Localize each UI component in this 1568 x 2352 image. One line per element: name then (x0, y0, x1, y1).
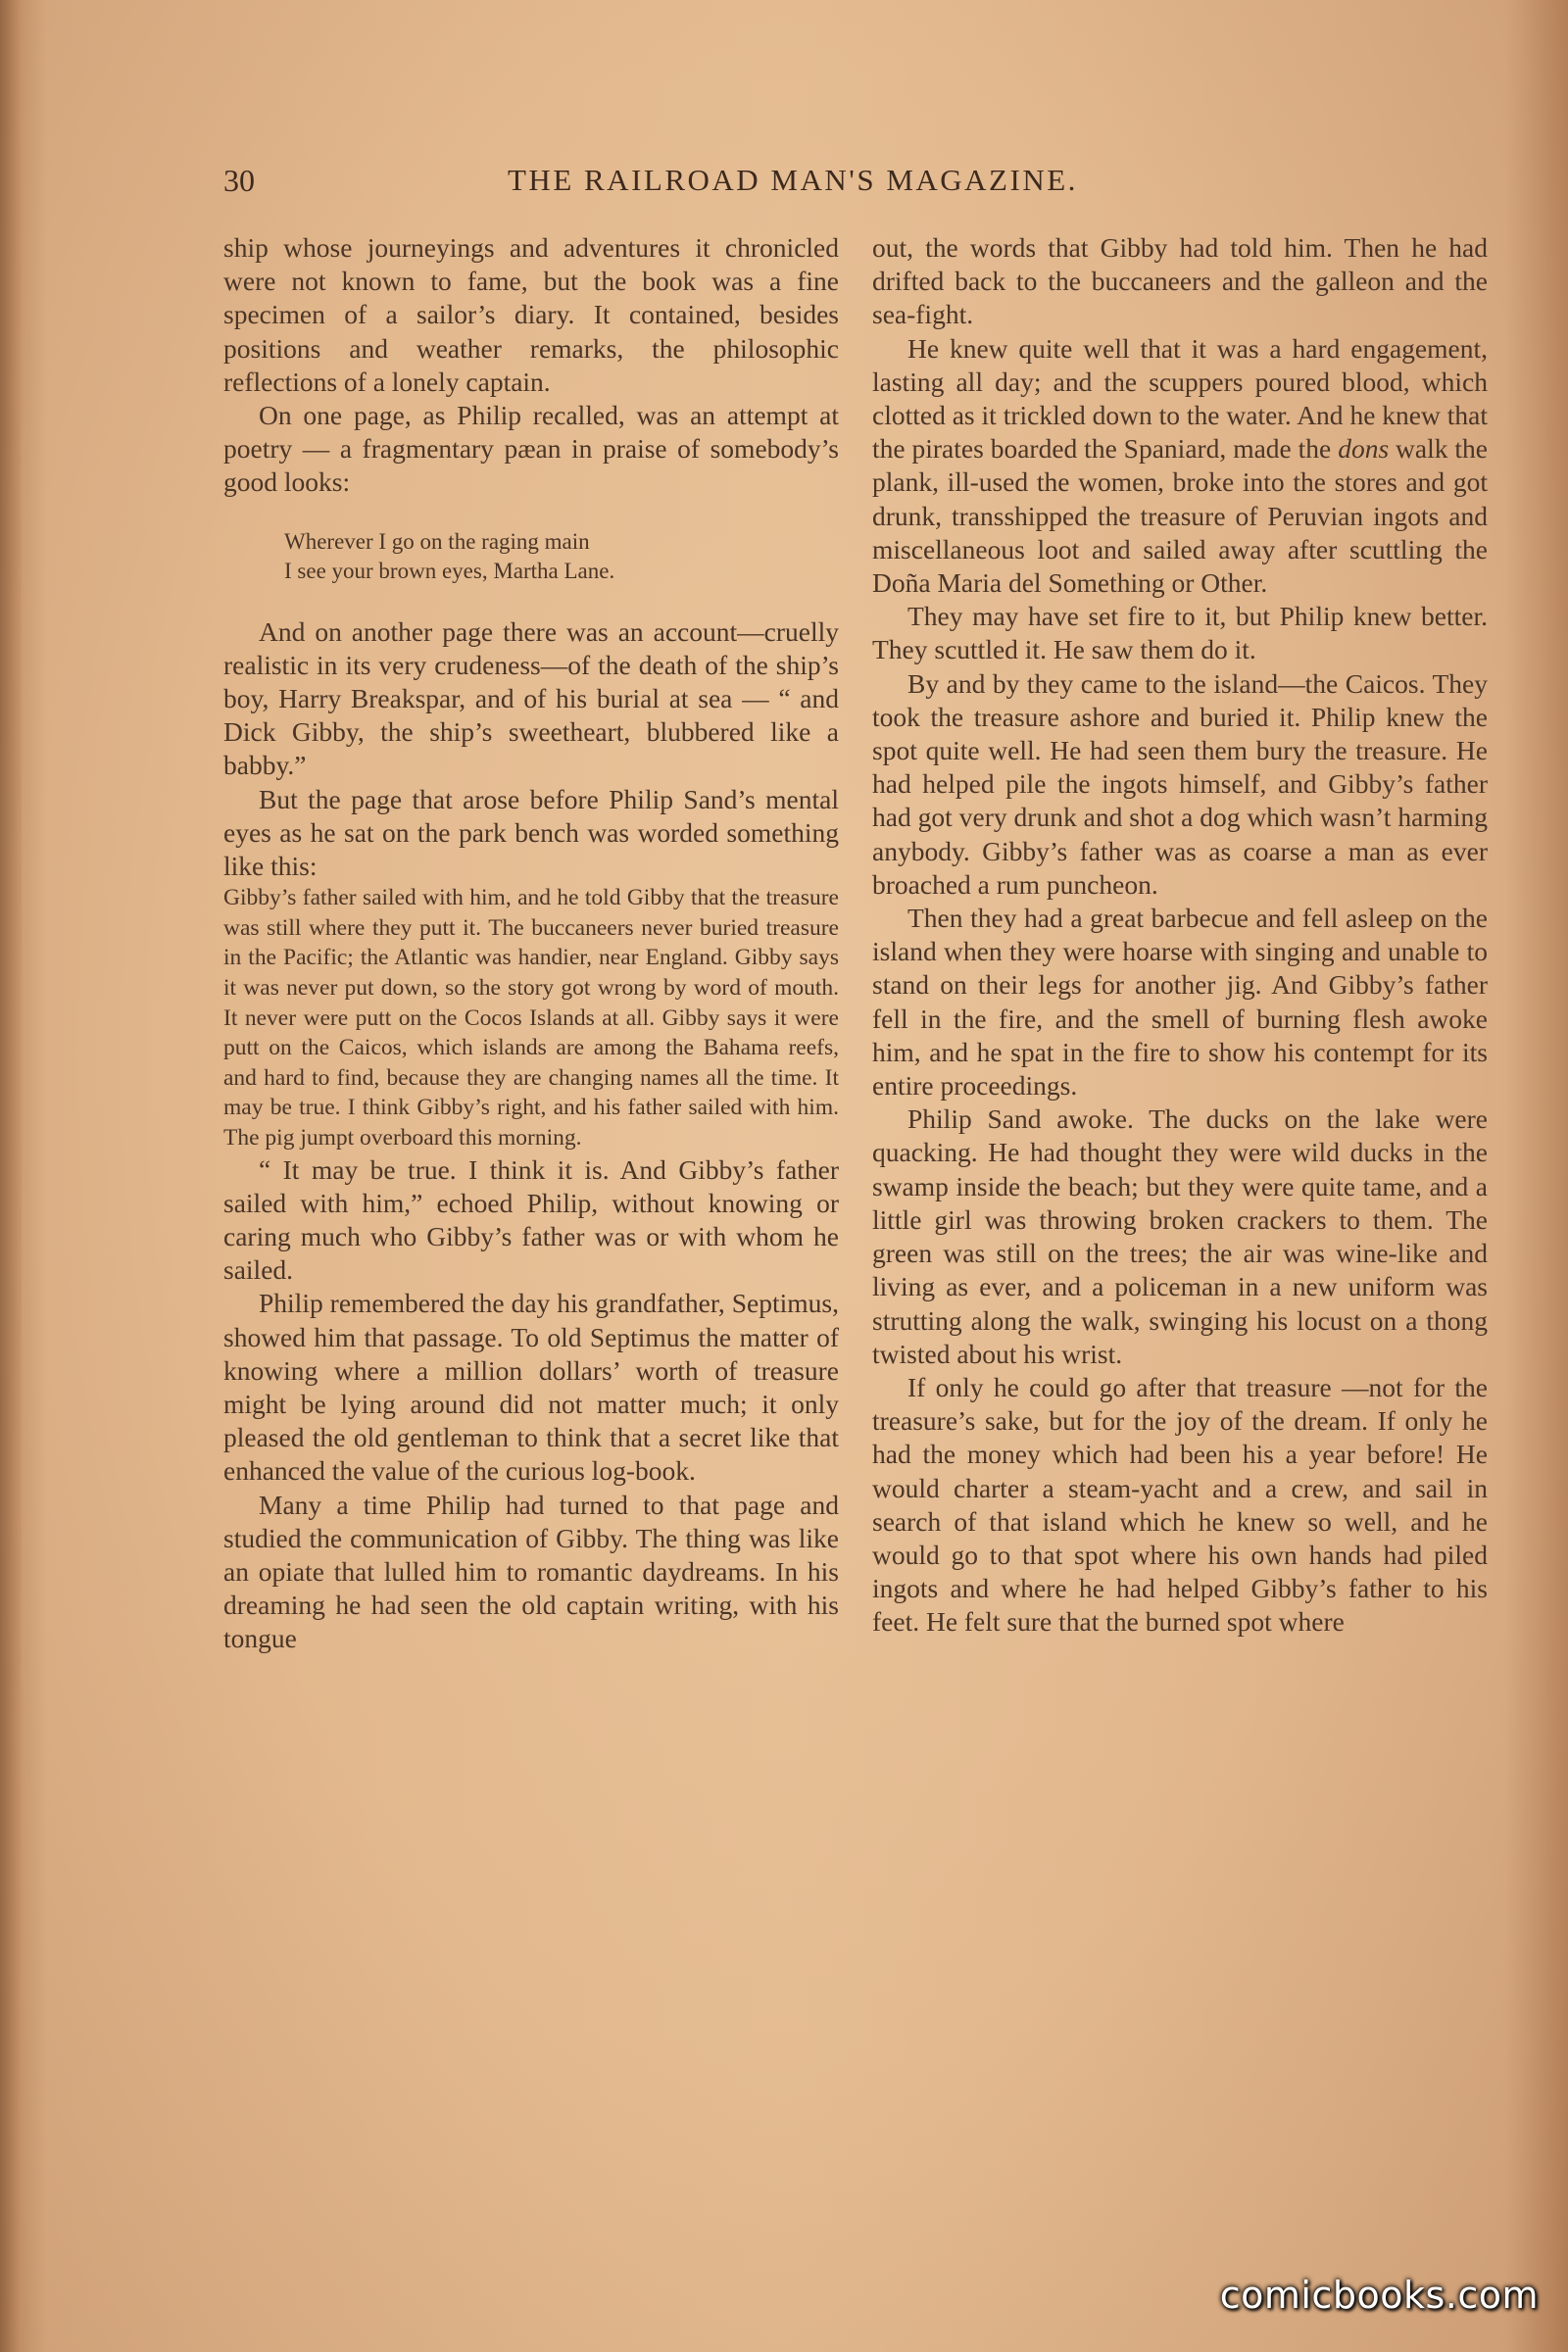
right-column (872, 231, 1488, 1640)
paragraph: By and by they came to the island—the Caicos. They took the treasure ashore and buried it. Philip knew the spot quite well. He had seen them bury the treasure. He had helped pile the ingots himself, and Gibby’s father had got very drunk and shot a dog which wasn’t harming anybody. Gibby’s father was as coarse a man as ever broached a rum puncheon. (872, 667, 1488, 900)
text-run: walk the plank, ill-used the women, broke into the stores and got drunk, transshipped the treasure of Peruvian ingots and miscellaneous loot and sailed away after scuttling the Doña Maria del Something or Other. (872, 433, 1489, 599)
watermark: comicbooks.com (1219, 2274, 1539, 2317)
running-head (223, 163, 1213, 206)
paragraph: On one page, as Philip recalled, was an attempt at poetry — a fragmentary pæan in praise of somebody’s good looks: (223, 400, 839, 498)
paragraph: They may have set fire to it, but Philip knew better. They scuttled it. He saw them do it. (872, 601, 1488, 665)
paragraph (872, 332, 1488, 601)
paragraph: If only he could go after that treasure —not for the treasure’s sake, but for the joy of the dream. If only he had the money which had been his a year before! He would charter a steam-yacht and a crew, and sail in search of that island which he knew so well, and he would go to that spot where his own hands had piled ingots and where he had helped Gibby’s father to his feet. He felt sure that the burned spot where (872, 1371, 1488, 1638)
italic-word: dons (1338, 433, 1390, 465)
paragraph: Philip remembered the day his grandfather, Septimus, showed him that passage. To old Septimus the matter of knowing where a million dollars’ worth of treasure might be lying around did not matter much; it only pleased the old gentleman to think that a secret like that enhanced the value of the curious log-book. (223, 1288, 839, 1487)
left-column (223, 231, 839, 1656)
paragraph: And on another page there was an account—cruelly realistic in its very crudeness—of the death of the ship’s boy, Harry Breakspar, and of his burial at sea — “ and Dick Gibby, the ship’s sweetheart, blubbered like a babby.” (223, 615, 839, 781)
page-number: 30 (223, 163, 255, 198)
paragraph: ship whose journeyings and adventures it chronicled were not known to fame, but the book was a fine specimen of a sailor’s diary. It contained, besides positions and weather remarks, the philosophic reflections of a lonely captain. (223, 232, 839, 397)
paragraph: But the page that arose before Philip Sand’s mental eyes as he sat on the park bench was worded something like this: (223, 783, 839, 882)
verse-line: I see your brown eyes, Martha Lane. (284, 558, 615, 583)
magazine-title: THE RAILROAD MAN'S MAGAZINE. (508, 163, 1078, 197)
paragraph: “ It may be true. I think it is. And Gibby’s father sailed with him,” echoed Philip, without knowing or caring much who Gibby’s father was or with whom he sailed. (223, 1153, 839, 1286)
paragraph: out, the words that Gibby had told him. Then he had drifted back to the buccaneers and the galleon and the sea-fight. (872, 232, 1488, 330)
paragraph: Many a time Philip had turned to that page and studied the communication of Gibby. The thing was like an opiate that lulled him to romantic daydreams. In his dreaming he had seen the old captain writing, with his tongue (223, 1489, 839, 1654)
paragraph: Then they had a great barbecue and fell asleep on the island when they were hoarse with singing and unable to stand on their legs for another jig. And Gibby’s father fell in the fire, and the smell of burning flesh awoke him, and he spat in the fire to show his contempt for its entire proceedings. (872, 903, 1488, 1102)
text-run: He knew quite well that it was a hard engagement, lasting all day; and the scuppers poured blood, which clotted as it trickled down to the water. And he knew that the pirates boarded the Spaniard, made the (872, 332, 1488, 465)
verse-line: Wherever I go on the raging main (284, 528, 590, 554)
poem-verse (284, 527, 839, 586)
paragraph: Philip Sand awoke. The ducks on the lake were quacking. He had thought they were wild ducks in the swamp inside the beach; but they were quite tame, and a little girl was throwing broken crackers to them. The green was still on the trees; the air was wine-like and living as ever, and a policeman in a new uniform was strutting along the walk, swinging his locust on a thong twisted about his wrist. (872, 1103, 1488, 1369)
log-book-excerpt: Gibby’s father sailed with him, and he told Gibby that the treasure was still where they putt it. The buccaneers never buried treasure in the Pacific; the Atlantic was handier, near England. Gibby says it was never put down, so the story got wrong by word of mouth. It never were putt on the Cocos Islands at all. Gibby says it were putt on the Caicos, which islands are among the Bahama reefs, and hard to find, because they are changing names all the time. It may be true. I think Gibby’s right, and his father sailed with him. The pig jumpt overboard this morning. (223, 885, 839, 1151)
